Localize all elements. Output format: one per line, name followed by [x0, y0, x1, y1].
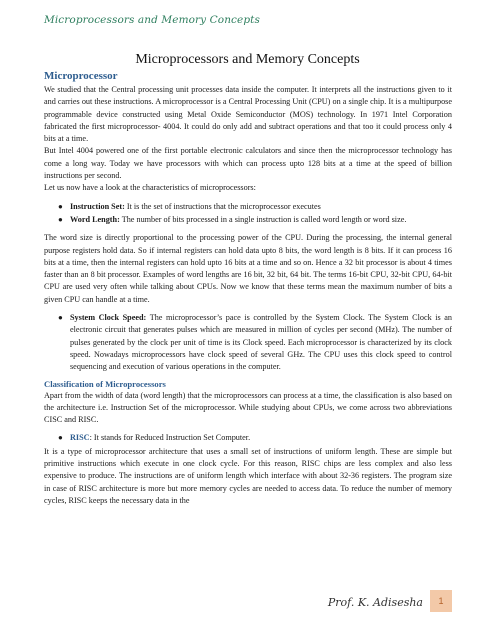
- list-item-term: Word Length:: [70, 214, 120, 224]
- list-item-text: The number of bits processed in a single instruction is called word length or word size.: [119, 214, 407, 224]
- bullet-icon: ●: [58, 201, 63, 211]
- section-heading-classification: Classification of Microprocessors: [44, 378, 166, 389]
- paragraph: But Intel 4004 powered one of the first portable electronic calculators and since then the microprocessor technology has come a long way. Today we have processors with which can process upto 128 bits at a time at the speed of billion instructions per second.: [44, 146, 452, 181]
- list-item: [44, 214, 452, 226]
- bullet-icon: ●: [58, 313, 63, 323]
- paragraph: Apart from the width of data (word length) that the microprocessors can process at a time, the classification is also based on the architecture i.e. Instruction Set of the microprocessor. While studying about CPUs, we come across two abbreviations CISC and RISC.: [44, 390, 452, 425]
- document-body: [44, 70, 452, 507]
- page-number-badge: 1: [430, 590, 452, 612]
- list-item-term: RISC: [70, 433, 90, 443]
- section-heading-microprocessor: Microprocessor: [44, 70, 118, 82]
- bullet-icon: ●: [58, 433, 63, 443]
- paragraph: We studied that the Central processing unit processes data inside the computer. It interprets all the instructions given to it and carries out these instructions. A microprocessor is a Central Processing Unit (CPU) on a single chip. It is a multipurpose programmable device constructed using Metal Oxide Semiconductor (MOS) technology. In 1971 Intel Corporation fabricated the first microprocessor- 4004. It could do only add and subtract operations and that too it could process only 4 bits at a time.: [44, 85, 452, 144]
- paragraph: Let us now have a look at the characteristics of microprocessors:: [44, 183, 256, 193]
- list-item-text: The microprocessor’s pace is controlled by the System Clock. The System Clock is an electronic circuit that generates pulses which are measured in million of cycles per second (MHz). The number of pulses generated by the clock per unit of time is its Clock speed. Each microprocessor is characterized by its clock speed. Nowadays microprocessors have clock speed of several GHz. The CPU uses this clock speed to control sequencing and execution of various operations in the computer.: [70, 313, 453, 372]
- list-item-term: System Clock Speed:: [70, 313, 147, 323]
- list-item: [44, 312, 452, 373]
- bullet-icon: ●: [58, 214, 63, 224]
- list-item: [44, 201, 452, 213]
- document-title: Microprocessors and Memory Concepts: [135, 52, 360, 67]
- running-header: Microprocessors and Memory Concepts: [44, 14, 260, 26]
- list-item-text: It is the set of instructions that the microprocessor executes: [124, 201, 321, 211]
- paragraph: It is a type of microprocessor architecture that uses a small set of instructions of uniform length. These are simple but primitive instructions which execute in one clock cycle. For this reason, RISC chips are less complex and also less expensive to produce. The instructions are of uniform length which interface with about 32-36 registers. The program size in case of RISC architecture is more but more memory cycles are needed to access data. To reduce the number of memory cycles, RISC keeps the necessary data in the: [44, 446, 452, 505]
- list-item-term: Instruction Set:: [70, 201, 125, 211]
- list-item: [44, 432, 452, 444]
- list-item-text: : It stands for Reduced Instruction Set Computer.: [89, 433, 251, 443]
- clock-speed-list: [44, 312, 452, 373]
- footer-author: Prof. K. Adisesha: [327, 596, 423, 609]
- risc-list: [44, 432, 452, 444]
- paragraph: The word size is directly proportional to the processing power of the CPU. During the processing, the internal general purpose registers hold data. So if internal registers can hold data upto 8 bits, the word length is 8 bits. If it can process 16 bits at a time, then the internal registers can hold upto 16 bits at a time and so on. Hence a 32 bit processor is about 4 times faster than an 8 bit processor. Examples of word lengths are 16 bit, 32 bit, 64 bit. The terms 16-bit CPU, 32-bit CPU, 64-bit CPU are used very often while talking about CPUs. Now we know that these terms mean the maximum number of bits a given CPU can handle at a time.: [44, 233, 452, 304]
- characteristics-list: [44, 201, 452, 227]
